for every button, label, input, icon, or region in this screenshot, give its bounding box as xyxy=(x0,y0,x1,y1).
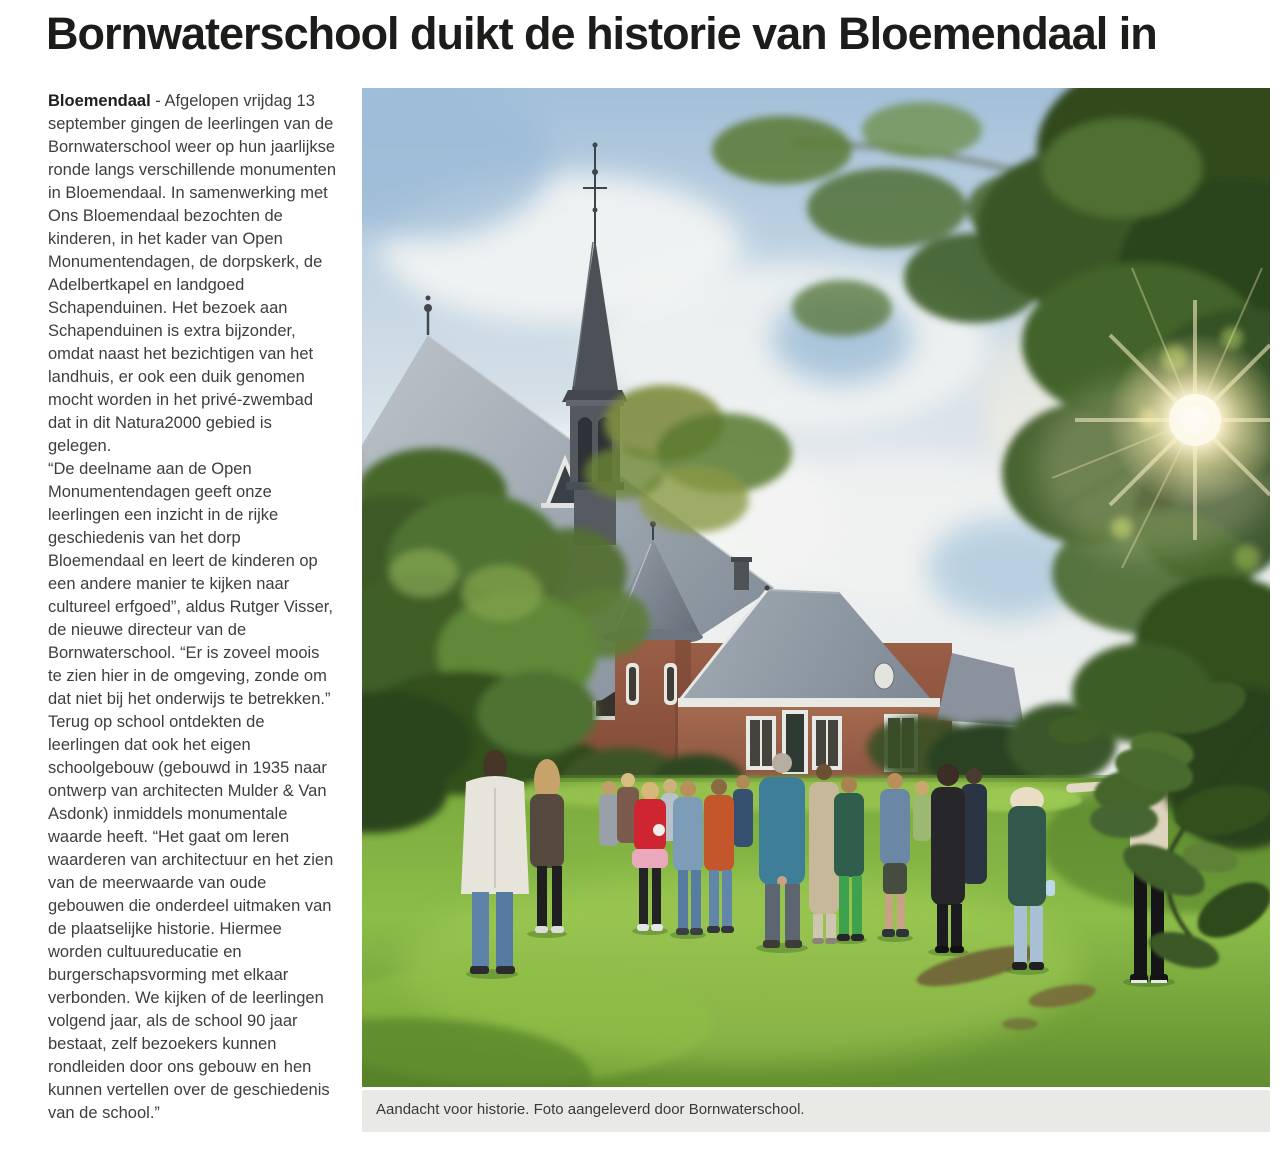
photo-caption-text: Aandacht voor historie. Foto aangeleverd door Bornwaterschool. xyxy=(376,1101,805,1118)
article-paragraph: “De deelname aan de Open Monumentendagen geeft onze leerlingen een inzicht in de rijke geschiedenis van het dorp Bloemendaal en leert de kinderen op een andere manier te kijken naar cultureel erfgoed”, aldus Rutger Visser, de nieuwe directeur van de Bornwaterschool. “Er is zoveel moois te zien hier in de omgeving, zonde om dat niet bij het onderwijs te betrekken.” xyxy=(48,460,333,708)
photo xyxy=(362,88,1270,1132)
headline: Bornwaterschool duikt de historie van Bloemendaal in xyxy=(46,8,1157,59)
photo-illustration xyxy=(362,88,1270,1087)
roof-crest xyxy=(874,663,894,689)
water-bottle xyxy=(1046,880,1055,896)
article-paragraph xyxy=(48,90,337,458)
chimney xyxy=(734,560,749,590)
photo-caption xyxy=(362,1090,1270,1132)
dateline: Bloemendaal xyxy=(48,92,151,110)
article-paragraph: Terug op school ontdekten de leerlingen dat ook het eigen schoolgebouw (gebouwd in 1935 naar ontwerp van architecten Mulder & Van Asdonk) inmiddels monumentale waarde heeft. “Het gaat om leren waarderen van architectuur en het zien van de meerwaarde van oude gebouwen die onderdeel uitmaken van de plaatselijke historie. Hiermee worden cultuureducatie en burgerschapsvorming met elkaar verbonden. We kijken of de leerlingen volgend jaar, als de school 90 jaar bestaat, zelf bezoekers kunnen rondleiden door ons gebouw en hen kunnen vertellen over de geschiedenis van de school.” xyxy=(48,713,334,1122)
article-body xyxy=(48,90,337,1125)
lead-text: - Afgelopen vrijdag 13 september gingen de leerlingen van de Bornwaterschool weer op hun jaarlijkse ronde langs verschillende monumenten in Bloemendaal. In samenwerking met Ons Bloemendaal bezochten de kinderen, in het kader van Open Monumentendagen, de dorpskerk, de Adelbertkapel en landgoed Schapenduinen. Het bezoek aan Schapenduinen is extra bijzonder, omdat naast het bezichtigen van het landhuis, er ook een duik genomen mocht worden in het privé-zwembad dat in dit Natura2000 gebied is gelegen. xyxy=(48,92,337,455)
